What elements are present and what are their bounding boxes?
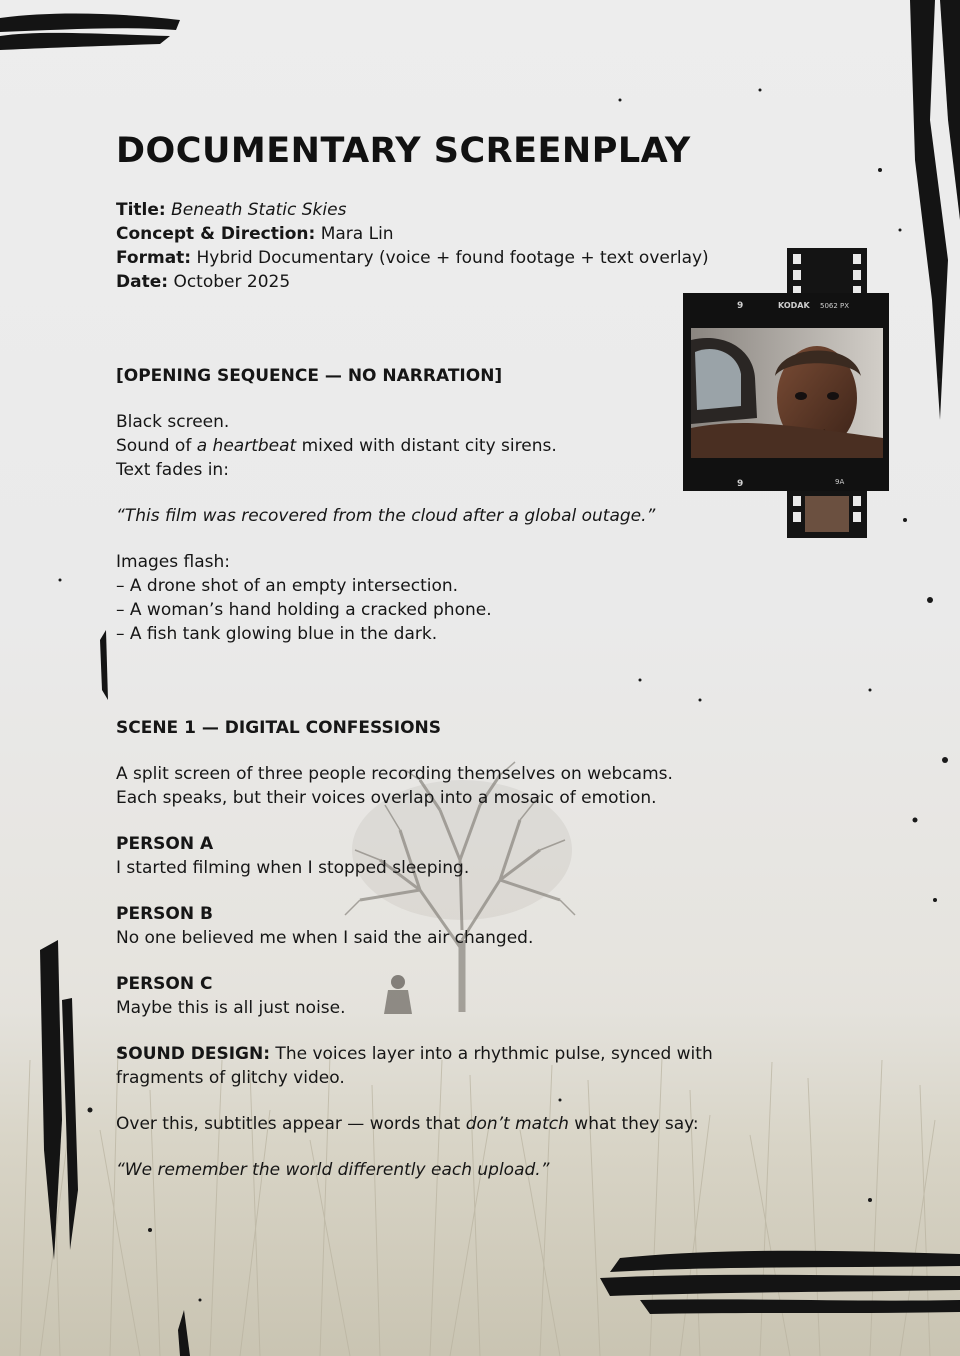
- scene1-heading: SCENE 1 — DIGITAL CONFESSIONS: [116, 718, 442, 738]
- meta-title-value: Beneath Static Skies: [171, 200, 347, 220]
- subtitle-note-b: don’t match: [465, 1114, 569, 1134]
- person-c-line: Maybe this is all just noise.: [116, 998, 346, 1018]
- sound-design-line-2: fragments of glitchy video.: [116, 1068, 345, 1088]
- document-title: DOCUMENTARY SCREENPLAY: [116, 131, 691, 171]
- opening-quote: “This film was recovered from the cloud after a global outage.”: [116, 506, 656, 526]
- meta-date-value: October 2025: [173, 272, 291, 292]
- frame-number-bottom: 9: [737, 479, 744, 489]
- flash-item-3: – A fish tank glowing blue in the dark.: [116, 624, 438, 644]
- meta-format-label: Format:: [116, 248, 192, 268]
- flash-item-2: – A woman’s hand holding a cracked phone.: [116, 600, 492, 620]
- opening-line-2b: a heartbeat: [196, 436, 297, 456]
- film-brand: KODAK: [778, 301, 810, 310]
- film-stock: 5062 PX: [820, 302, 850, 310]
- person-a-line: I started filming when I stopped sleeping.: [116, 858, 470, 878]
- flash-label: Images flash:: [116, 552, 230, 572]
- subtitle-note-a: Over this, subtitles appear — words that: [116, 1114, 466, 1134]
- scene1-desc-2: Each speaks, but their voices overlap into a mosaic of emotion.: [116, 788, 657, 808]
- frame-number-bottom-right: 9A: [835, 478, 845, 486]
- sound-design-text-1: The voices layer into a rhythmic pulse, synced with: [270, 1044, 713, 1064]
- opening-line-2a: Sound of: [116, 436, 197, 456]
- lower-frame-thumb: [805, 496, 849, 532]
- opening-heading: [OPENING SEQUENCE — NO NARRATION]: [116, 366, 503, 386]
- person-b-line: No one believed me when I said the air changed.: [116, 928, 534, 948]
- opening-line-3: Text fades in:: [116, 460, 229, 480]
- film-strip-photo: [683, 248, 893, 538]
- meta-date-label: Date:: [116, 272, 169, 292]
- person-a-label: PERSON A: [116, 834, 214, 854]
- sound-design-line-1: [116, 1042, 816, 1066]
- closing-quote: “We remember the world differently each upload.”: [116, 1160, 550, 1180]
- meta-format-value: Hybrid Documentary (voice + found footage + text overlay): [196, 248, 709, 268]
- sound-design-label: SOUND DESIGN:: [116, 1044, 271, 1064]
- flash-item-1: – A drone shot of an empty intersection.: [116, 576, 459, 596]
- subtitle-note: [116, 1112, 816, 1136]
- person-b-label: PERSON B: [116, 904, 213, 924]
- subtitle-note-c: what they say:: [568, 1114, 699, 1134]
- opening-line-2c: mixed with distant city sirens.: [296, 436, 557, 456]
- frame-number-top: 9: [737, 301, 744, 311]
- meta-concept-row: [116, 222, 816, 246]
- scene1-desc-1: A split screen of three people recording themselves on webcams.: [116, 764, 673, 784]
- meta-title-label: Title:: [116, 200, 166, 220]
- opening-line-1: Black screen.: [116, 412, 230, 432]
- meta-concept-value: Mara Lin: [320, 224, 394, 244]
- meta-title-row: [116, 198, 816, 222]
- meta-concept-label: Concept & Direction:: [116, 224, 316, 244]
- person-c-label: PERSON C: [116, 974, 213, 994]
